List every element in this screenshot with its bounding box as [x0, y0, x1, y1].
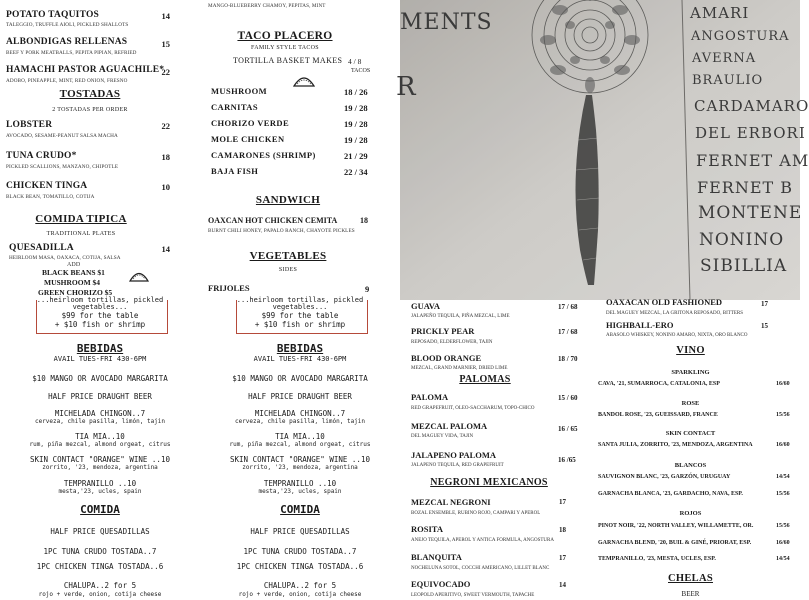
cocktail-price: 15 / 60: [558, 394, 578, 402]
menu-item-price: 18: [360, 216, 368, 225]
cocktail-desc: NOCHELUNA SOTOL, COCCHI AMERICANO, LILLET BLANC: [411, 566, 550, 571]
wine-price: 14/54: [776, 474, 790, 480]
wine-category: ROJOS: [679, 510, 702, 517]
amari-item: FERNET B: [697, 178, 794, 197]
amari-item: BRAULIO: [692, 73, 764, 88]
menu-item-price: 22: [161, 121, 170, 131]
cocktails-panel: [400, 300, 595, 600]
offer-line: ...heirloom tortillas, pickled: [236, 296, 364, 304]
cocktail-desc: JALAPEÑO TEQUILA, PIÑA MEZCAL, LIME: [411, 314, 510, 319]
cocktail-price: 17 / 68: [558, 303, 578, 311]
wine-item: GARNACHA BLEND, '20, BUIL & GINÉ, PRIORAT, ESP.: [598, 540, 752, 546]
menu-item-price: 18: [161, 152, 170, 162]
section-title-bebidas: BEBIDAS: [76, 342, 124, 355]
add-label: ADD: [67, 262, 81, 268]
cocktail-name: BLANQUITA: [411, 552, 462, 562]
taco-item-name: BAJA FISH: [211, 166, 259, 176]
section-title-negroni: NEGRONI MEXICANOS: [430, 477, 548, 488]
menu-item-price: 14: [161, 11, 170, 21]
menu-item-name: TUNA CRUDO*: [6, 151, 77, 161]
section-title-chelas: CHELAS: [668, 573, 713, 584]
amari-item: NONINO: [699, 230, 785, 250]
wine-category: BLANCOS: [674, 462, 707, 469]
quesadilla-icon: [128, 268, 150, 284]
menu-item-price: 9: [365, 284, 370, 294]
food-line: HALF PRICE QUESADILLAS: [50, 527, 150, 536]
offer-line: vegetables...: [272, 303, 328, 311]
drink-desc: zorrito, '23, mendoza, argentina: [242, 464, 358, 471]
basket-counts: 4 / 8: [348, 57, 362, 66]
taco-item-price: 19 / 28: [344, 119, 368, 129]
cocktail-name: GUAVA: [411, 301, 440, 311]
drink-desc: zorrito, '23, mendoza, argentina: [42, 464, 158, 471]
menu-item-name: CHICKEN TINGA: [6, 181, 88, 191]
taco-item-price: 21 / 29: [344, 151, 368, 161]
menu-item-name: QUESADILLA: [9, 243, 74, 253]
wine-price: 14/54: [776, 556, 790, 562]
menu-item-desc: BLACK BEAN, TOMATILLO, COTIJA: [6, 194, 95, 200]
cocktail-name: HIGHBALL-ERO: [606, 320, 674, 330]
cocktail-price: 16 / 65: [558, 425, 578, 433]
wine-category: ROSE: [681, 400, 700, 407]
drink-line: MICHELADA CHINGON..7: [54, 409, 146, 418]
section-subtitle: 2 TOSTADAS PER ORDER: [52, 107, 128, 113]
menu-item-desc: BEEF Y PORK MEATBALLS, PEPITA PIPIAN, REFRIED: [6, 50, 137, 56]
section-title-tostadas: TOSTADAS: [59, 88, 121, 100]
food-line: 1PC CHICKEN TINGA TOSTADA..6: [236, 562, 364, 571]
offer-line: vegetables...: [72, 303, 128, 311]
drink-desc: rum, piña mezcal, almond orgeat, citrus: [229, 441, 371, 448]
drink-desc: cerveza, chile pasilla, limón, tajin: [34, 418, 166, 425]
photo-left-text: MENTS: [400, 10, 493, 35]
drink-line: HALF PRICE DRAUGHT BEER: [248, 392, 352, 401]
cocktail-desc: MEZCAL, GRAND MARNIER, DRIED LIME: [411, 366, 508, 371]
wine-item: SANTA JULIA, ZORRITO, '23, MENDOZA, ARGENTINA: [598, 442, 753, 448]
addon-item: MUSHROOM $4: [44, 278, 101, 287]
amari-title: AMARI: [690, 4, 750, 22]
food-desc: rojo + verde, onion, cotija cheese: [38, 591, 162, 598]
cocktail-price: 17: [559, 498, 566, 506]
menu-item-name: FRIJOLES: [208, 283, 250, 293]
wine-price: 15/56: [776, 491, 790, 497]
offer-line: + $10 fish or shrimp: [254, 320, 346, 329]
menu-panel-taco-placero: [200, 0, 400, 300]
menu-item-desc: MANGO-BLUEBERRY CHAMOY, PEPITAS, MINT: [208, 3, 326, 9]
food-line: CHALUPA..2 for 5: [63, 581, 137, 590]
menu-item-desc: ADOBO, PINEAPPLE, MINT, RED ONION, FRESNO: [6, 78, 128, 84]
happy-hour-panel-1: [0, 296, 200, 600]
addon-item: BLACK BEANS $1: [42, 268, 105, 277]
amari-item: AVERNA: [692, 51, 757, 66]
taco-item-price: 19 / 28: [344, 103, 368, 113]
cocktail-name: OAXACAN OLD FASHIONED: [606, 297, 723, 307]
menu-panel-small-plates: [0, 0, 200, 300]
cocktail-name: PRICKLY PEAR: [411, 326, 475, 336]
cocktail-desc: JALAPENO TEQUILA, RED GRAPEFRUIT: [411, 463, 504, 468]
wine-price: 15/56: [776, 412, 790, 418]
drink-line: MICHELADA CHINGON..7: [254, 409, 346, 418]
section-title-comida: COMIDA: [280, 503, 320, 516]
food-line: CHALUPA..2 for 5: [263, 581, 337, 590]
wine-category: SPARKLING: [671, 369, 710, 376]
cocktail-desc: DEL MAGUEY MEZCAL, LA GRITONA REPOSADO, BITTERS: [606, 311, 744, 316]
menu-item-price: 22: [161, 67, 170, 77]
drink-line: HALF PRICE DRAUGHT BEER: [48, 392, 152, 401]
bebidas-availability: AVAIL TUES-FRI 430-6PM: [53, 355, 147, 363]
cocktail-name: BLOOD ORANGE: [411, 353, 482, 363]
cocktail-price: 17 / 68: [558, 328, 578, 336]
cocktail-desc: ABASOLO WHISKEY, NONINO AMARO, NIXTA, ORO BLANCO: [606, 333, 748, 338]
cocktail-desc: DEL MAGUEY VIDA, TAJIN: [411, 434, 474, 439]
offer-line: $99 for the table: [261, 311, 339, 320]
cocktail-price: 18 / 70: [558, 355, 578, 363]
beer-label: BEER: [681, 590, 700, 598]
section-subtitle: FAMILY STYLE TACOS: [251, 45, 319, 51]
cocktail-price: 18: [559, 526, 566, 534]
food-line: 1PC CHICKEN TINGA TOSTADA..6: [36, 562, 164, 571]
section-title-comida-tipica: COMIDA TIPICA: [35, 213, 127, 225]
drink-desc: rum, piña mezcal, almond orgeat, citrus: [29, 441, 171, 448]
wine-item: BANDOL ROSE, '23, GUEISSARD, FRANCE: [598, 412, 718, 418]
cocktail-desc: RED GRAPEFRUIT, OLEO-SACCHARUM, TOPO-CHICO: [411, 406, 535, 411]
tacos-label: TACOS: [351, 68, 371, 74]
amari-item: DEL ERBORI: [695, 124, 806, 142]
offer-line: + $10 fish or shrimp: [54, 320, 146, 329]
wine-item: SAUVIGNON BLANC, '23, GARZÓN, URUGUAY: [598, 474, 731, 480]
section-title-taco-placero: TACO PLACERO: [237, 30, 333, 42]
amari-item: MONTENE: [698, 203, 803, 223]
cocktail-price: 17: [761, 300, 768, 308]
food-line: 1PC TUNA CRUDO TOSTADA..7: [243, 547, 357, 556]
cocktail-price: 15: [761, 322, 768, 330]
cocktail-desc: BOZAL ENSEMBLE, RUBINO ROJO, CAMPARI Y APEROL: [411, 511, 541, 516]
photo-left-letter: R: [396, 72, 417, 102]
dahlia-illustration: [520, 0, 680, 300]
food-desc: rojo + verde, onion, cotija cheese: [238, 591, 362, 598]
drink-line: $10 MANGO OR AVOCADO MARGARITA: [232, 374, 368, 383]
cocktail-name: MEZCAL PALOMA: [411, 421, 488, 431]
taco-item-name: CHORIZO VERDE: [211, 118, 290, 128]
menu-item-desc: BURNT CHILI HONEY, PAPALO RANCH, CHAYOTE PICKLES: [208, 228, 355, 234]
wine-item: TEMPRANILLO, '23, MESTA, UCLES, ESP.: [598, 556, 716, 562]
drink-line: TIA MIA..10: [275, 432, 325, 441]
amari-item: FERNET AM: [696, 151, 809, 170]
section-subtitle: SIDES: [278, 267, 298, 273]
menu-item-name: HAMACHI PASTOR AGUACHILE*: [6, 65, 165, 75]
offer-line: ...heirloom tortillas, pickled: [36, 296, 164, 304]
drink-line: TEMPRANILLO ..10: [63, 479, 137, 488]
happy-hour-panel-2: [200, 296, 400, 600]
menu-item-name: ALBONDIGAS RELLENAS: [6, 37, 128, 47]
amari-item: CARDAMARO: [694, 97, 809, 115]
drink-desc: cerveza, chile pasilla, limón, tajin: [234, 418, 366, 425]
taco-item-name: CARNITAS: [211, 102, 258, 112]
menu-item-name: POTATO TAQUITOS: [6, 10, 100, 20]
bebidas-availability: AVAIL TUES-FRI 430-6PM: [253, 355, 347, 363]
menu-item-desc: AVOCADO, SESAME-PEANUT SALSA MACHA: [6, 133, 118, 139]
menu-item-desc: PICKLED SCALLIONS, MANZANO, CHIPOTLE: [6, 164, 119, 170]
cocktail-name: JALAPENO PALOMA: [411, 450, 497, 460]
cocktail-name: PALOMA: [411, 392, 449, 402]
section-subtitle: TRADITIONAL PLATES: [46, 231, 116, 237]
cocktail-price: 14: [559, 581, 566, 589]
tortilla-basket-label: TORTILLA BASKET MAKES: [233, 56, 343, 65]
taco-item-name: MOLE CHICKEN: [211, 134, 285, 144]
food-line: HALF PRICE QUESADILLAS: [250, 527, 350, 536]
cocktail-desc: LEOPOLD APERITIVO, SWEET VERMOUTH, TAPACHE: [411, 593, 535, 598]
cocktail-price: 17: [559, 554, 566, 562]
menu-item-price: 10: [161, 182, 170, 192]
menu-item-name: OAXCAN HOT CHICKEN CEMITA: [208, 216, 338, 225]
section-title-vegetables: VEGETABLES: [249, 250, 327, 262]
taco-item-name: MUSHROOM: [211, 86, 268, 96]
drink-line: TEMPRANILLO ..10: [263, 479, 337, 488]
amari-item: SIBILLIA: [700, 256, 788, 276]
offer-line: $99 for the table: [61, 311, 139, 320]
cocktail-desc: REPOSADO, ELDERFLOWER, TAJIN: [411, 340, 493, 345]
taco-item-price: 19 / 28: [344, 135, 368, 145]
food-line: 1PC TUNA CRUDO TOSTADA..7: [43, 547, 157, 556]
drink-desc: mesta,'23, ucles, spain: [258, 488, 342, 495]
section-title-sandwich: SANDWICH: [255, 194, 321, 206]
drink-line: SKIN CONTACT "ORANGE" WINE ..10: [30, 455, 170, 464]
menu-item-price: 14: [161, 244, 170, 254]
menu-item-desc: HEIRLOOM MASA, OAXACA, COTIJA, SALSA: [9, 255, 121, 261]
cocktail-name: EQUIVOCADO: [411, 579, 471, 589]
section-title-palomas: PALOMAS: [459, 374, 511, 385]
cocktail-name: MEZCAL NEGRONI: [411, 497, 491, 507]
menu-item-price: 15: [161, 39, 170, 49]
wine-price: 16/60: [776, 540, 790, 546]
wine-item: GARNACHA BLANCA, '23, GARDACHO, NAVA, ESP.: [598, 491, 743, 497]
section-title-vino: VINO: [676, 345, 705, 356]
taco-item-name: CAMARONES (SHRIMP): [211, 150, 316, 160]
amari-item: ANGOSTURA: [691, 29, 790, 44]
taco-item-price: 22 / 34: [344, 167, 368, 177]
addon-item: GREEN CHORIZO $5: [38, 288, 113, 297]
menu-item-desc: TALEGGIO, TRUFFLE AIOLI, PICKLED SHALLOTS: [6, 22, 129, 28]
taco-icon: [292, 72, 316, 90]
menu-photo: [396, 0, 809, 300]
wine-price: 16/60: [776, 442, 790, 448]
taco-item-price: 18 / 26: [344, 87, 368, 97]
drink-line: SKIN CONTACT "ORANGE" WINE ..10: [230, 455, 370, 464]
drink-line: TIA MIA..10: [75, 432, 125, 441]
cocktail-name: ROSITA: [411, 524, 443, 534]
cocktail-price: 16 /65: [558, 456, 576, 464]
wine-item: PINOT NOIR, '22, NORTH VALLEY, WILLAMETTE, OR.: [598, 523, 754, 529]
wine-price: 16/60: [776, 381, 790, 387]
section-title-comida: COMIDA: [80, 503, 120, 516]
menu-item-name: LOBSTER: [6, 120, 53, 130]
wine-category: SKIN CONTACT: [665, 430, 716, 437]
wine-item: CAVA, '21, SUMARROCA, CATALONIA, ESP: [598, 381, 720, 387]
wine-price: 15/56: [776, 523, 790, 529]
drink-line: $10 MANGO OR AVOCADO MARGARITA: [32, 374, 168, 383]
cocktail-desc: ANEJO TEQUILA, APEROL Y ANTICA FORMULA, ANGOSTURA: [411, 538, 554, 543]
drink-desc: mesta,'23, ucles, spain: [58, 488, 142, 495]
wine-panel: [598, 297, 800, 600]
section-title-bebidas: BEBIDAS: [276, 342, 324, 355]
